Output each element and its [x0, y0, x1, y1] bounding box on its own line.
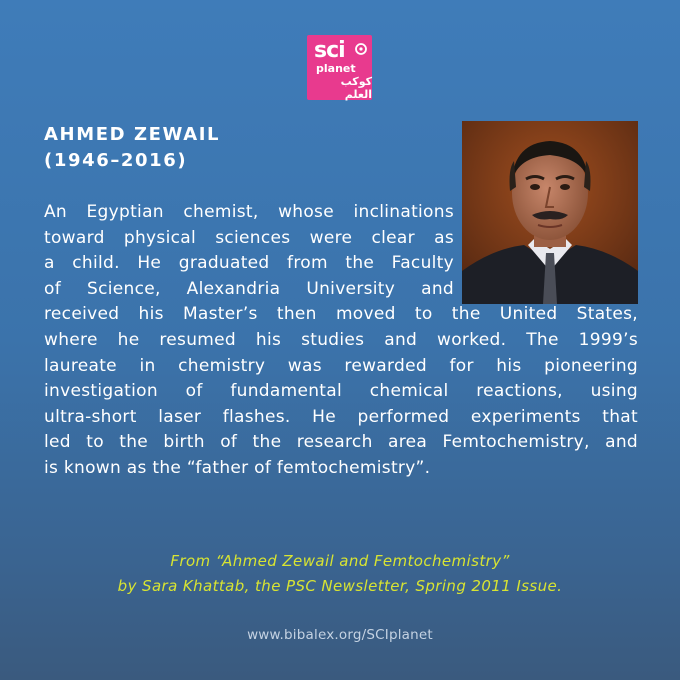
citation-line-2: by Sara Khattab, the PSC Newsletter, Spring 2011 Issue. [117, 577, 563, 595]
bio-line: toward physical sciences were clear as [44, 227, 454, 248]
biography-text [44, 200, 638, 482]
page-title [44, 122, 220, 174]
logo-text-sci: sci [314, 38, 345, 63]
source-citation [0, 549, 680, 599]
bio-line: of Science, Alexandria University and [44, 278, 454, 299]
bio-line: led to the birth of the research area Femtochemistry, and [44, 432, 638, 453]
bio-line: investigation of fundamental chemical reactions, using [44, 381, 638, 402]
logo-text-planet: planet [316, 62, 356, 75]
logo-text-arabic: كوكب العلم [340, 75, 372, 101]
bio-line: An Egyptian chemist, whose inclinations [44, 202, 454, 222]
logo-planet-icon [307, 35, 372, 100]
citation-line-1: From “Ahmed Zewail and Femtochemistry” [170, 552, 510, 570]
bio-line: where he resumed his studies and worked. The 1999’s [44, 329, 638, 350]
bio-line: received his Master’s then moved to the United States, [44, 304, 638, 325]
sciplanet-logo [307, 35, 372, 100]
bio-line: ultra-short laser flashes. He performed experiments that [44, 406, 638, 427]
person-years: (1946–2016) [44, 150, 188, 171]
bio-line: is known as the “father of femtochemistry”. [44, 457, 431, 478]
bio-line: laureate in chemistry was rewarded for his pioneering [44, 355, 638, 376]
footer-url[interactable]: www.bibalex.org/SCIplanet [247, 627, 433, 643]
person-name: AHMED ZEWAIL [44, 124, 221, 145]
bio-line: a child. He graduated from the Faculty [44, 253, 454, 274]
